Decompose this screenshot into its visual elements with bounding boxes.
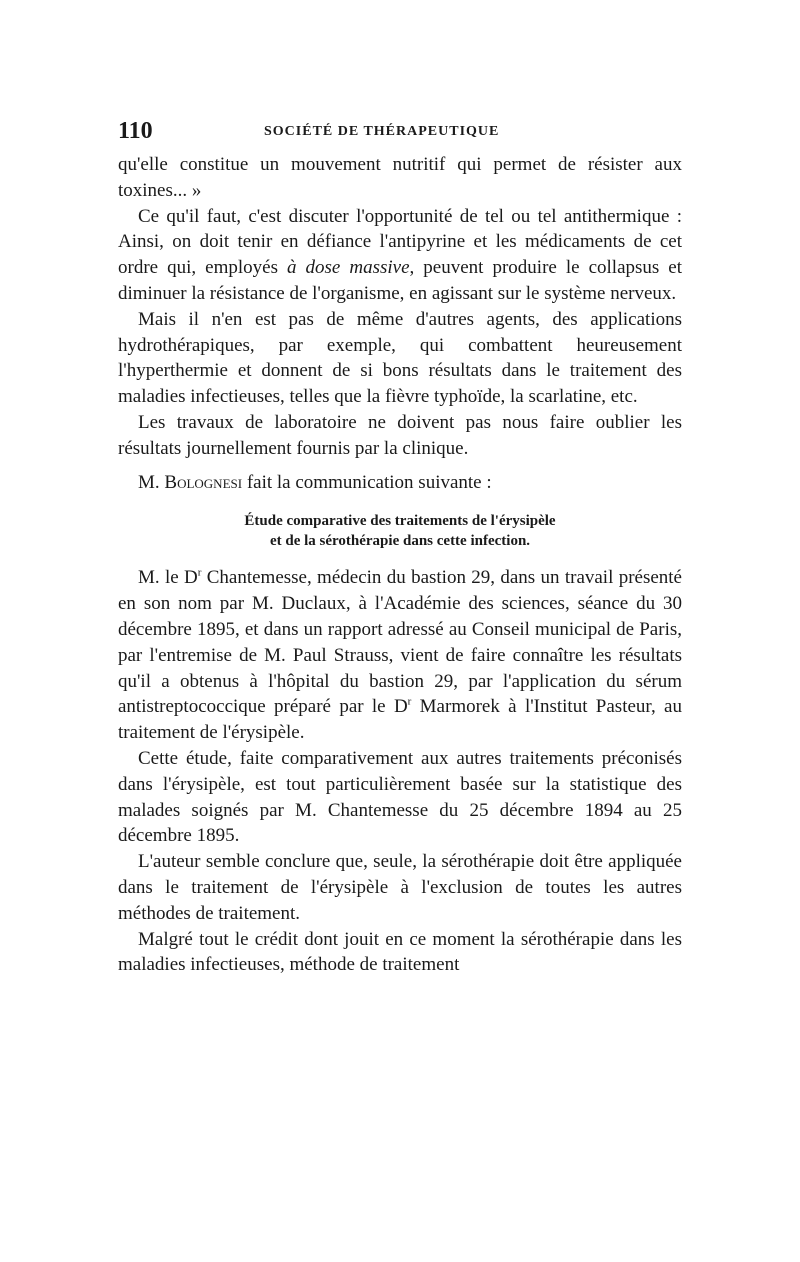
paragraph-6 <box>118 565 682 746</box>
section-title <box>118 511 682 551</box>
paragraph-4: Les travaux de laboratoire ne doivent pas nous faire oublier les résultats journellement fournis par la clinique. <box>118 411 682 459</box>
paragraph-5 <box>118 470 682 496</box>
p6-sup2: r <box>407 696 412 709</box>
running-title: SOCIÉTÉ DE THÉRAPEUTIQUE <box>264 124 500 139</box>
page-header <box>118 118 682 148</box>
section-title-line-2: et de la sérothérapie dans cette infection. <box>269 533 531 550</box>
section-title-line-1: Étude comparative des traitements de l'érysipèle <box>244 513 556 530</box>
paragraph-8: L'auteur semble conclure que, seule, la sérothérapie doit être appliquée dans le traitement de l'érysipèle à l'exclusion de toutes les autres méthodes de traitement. <box>118 851 682 924</box>
p2-before: Ce qu'il faut, c'est discuter l'opportunité de tel ou tel antithermique : Ainsi, on doit tenir en défiance l'antipyrine et les médicaments de cet ordre qui, employés <box>118 205 682 279</box>
p2-italic: à dose massive <box>287 257 410 279</box>
p5-post: fait la communication suivante : <box>242 471 492 493</box>
p6-c: Marmorek à l'Institut Pasteur, au traitement de l'érysipèle. <box>118 696 682 744</box>
paragraph-9: Malgré tout le crédit dont jouit en ce moment la sérothérapie dans les maladies infectieuses, méthode de traitement <box>118 928 682 976</box>
p6-b: Chantemesse, médecin du bastion 29, dans un travail présenté en son nom par M. Duclaux, à l'Académie des sciences, séance du 30 décembre 1895, et dans un rapport adressé au Conseil municipal de Paris, par l'entremise de M. Paul Strauss, vient de faire connaître les résultats qu'il a obtenus à l'hôpital du bastion 29, par l'application du sérum antistreptococcique préparé par le D <box>118 567 682 718</box>
p6-sup1: r <box>197 567 202 580</box>
page-body <box>118 152 682 978</box>
page-number: 110 <box>118 118 153 144</box>
p5-pre: M. <box>138 471 165 493</box>
paragraph-2 <box>118 204 682 307</box>
p2-after: , peuvent produire le collapsus et diminuer la résistance de l'organisme, en agissant sur le système nerveux. <box>118 257 683 304</box>
paragraph-3: Mais il n'en est pas de même d'autres agents, des applications hydrothérapiques, par exemple, qui combattent heureusement l'hyperthermie et donnent de si bons résultats dans le traitement des maladies infectieuses, telles que la fièvre typhoïde, la scarlatine, etc. <box>118 308 682 408</box>
speaker-name: Bolognesi <box>164 471 243 493</box>
paragraph-7: Cette étude, faite comparativement aux autres traitements préconisés dans l'érysipèle, est tout particulièrement basée sur la statistique des malades soignés par M. Chantemesse du 25 décembre 1894 au 25 décembre 1895. <box>118 747 682 847</box>
paragraph-1: qu'elle constitue un mouvement nutritif qui permet de résister aux toxines... » <box>118 154 682 201</box>
p6-a: M. le D <box>138 567 198 589</box>
